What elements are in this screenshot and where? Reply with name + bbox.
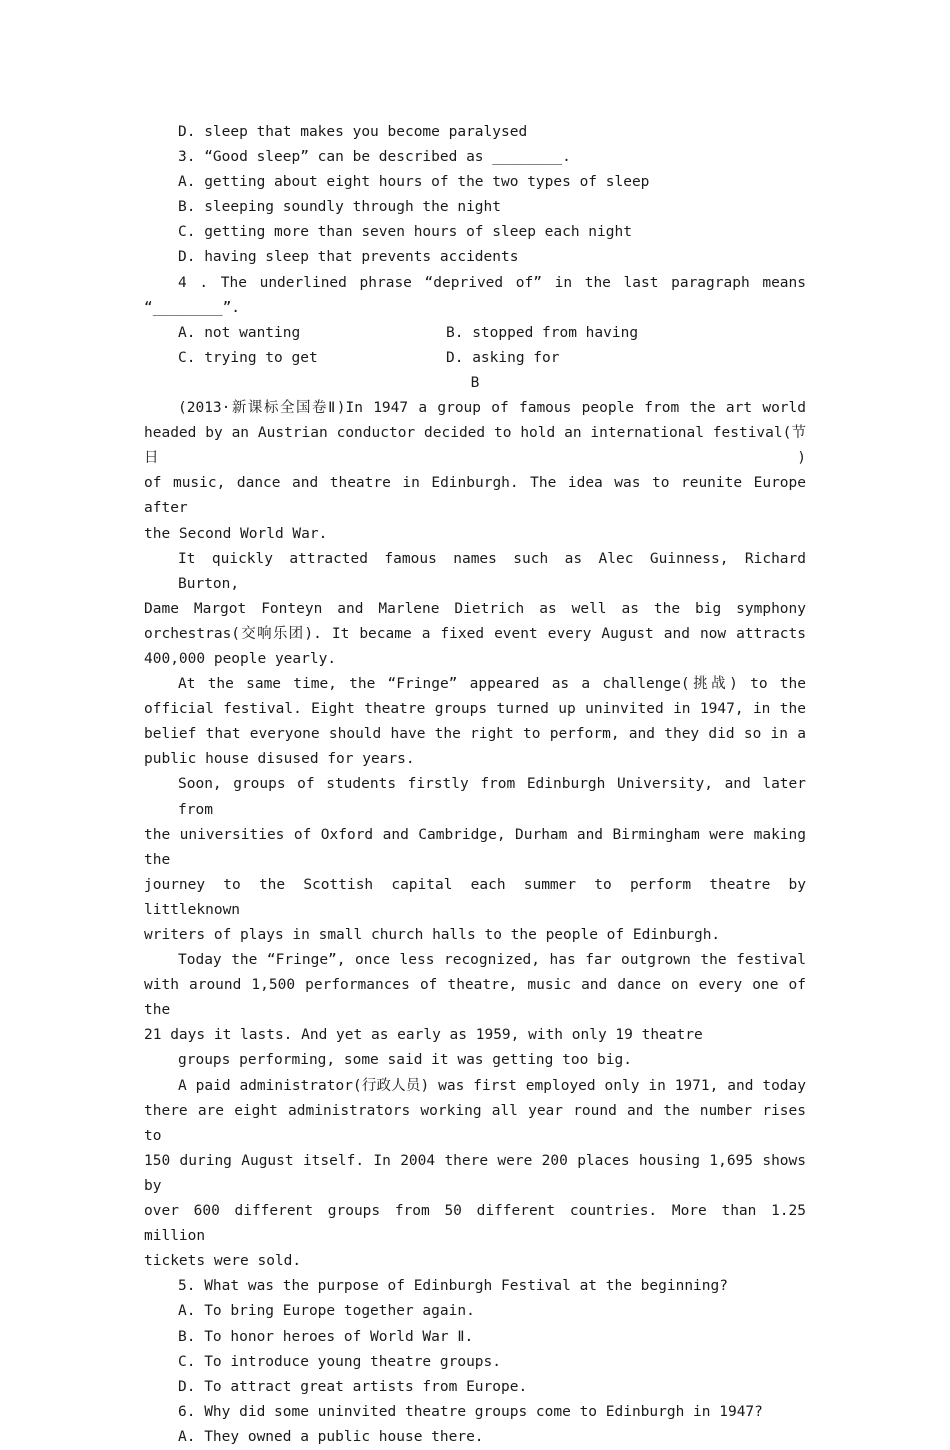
q5-option-c: C. To introduce young theatre groups. <box>178 1353 502 1370</box>
q5-option-a: A. To bring Europe together again. <box>178 1303 475 1320</box>
passage-line: 400,000 people yearly. <box>144 650 337 667</box>
q3-option-c: C. getting more than seven hours of sleep each night <box>178 224 632 241</box>
q4-option-a: A. not wanting <box>178 324 301 341</box>
q5-option-b: B. To honor heroes of World War Ⅱ. <box>178 1328 474 1345</box>
q5-stem: 5. What was the purpose of Edinburgh Festival at the beginning? <box>178 1278 728 1295</box>
passage-line: belief that everyone should have the right to perform, and they did so in a <box>144 726 806 743</box>
passage-line: (2013·新课标全国卷Ⅱ)In 1947 a group of famous people from the art world <box>178 400 806 417</box>
q3-option-b: B. sleeping soundly through the night <box>178 199 502 216</box>
q6-stem: 6. Why did some uninvited theatre groups come to Edinburgh in 1947? <box>178 1403 763 1420</box>
q4-option-b: B. stopped from having <box>446 324 639 341</box>
q4-stem-line1: 4 . The underlined phrase “deprived of” in the last paragraph means <box>178 274 806 291</box>
passage-line: over 600 different groups from 50 different countries. More than 1.25 million <box>144 1203 806 1245</box>
passage-line: the universities of Oxford and Cambridge, Durham and Birmingham were making the <box>144 826 806 868</box>
passage-line: with around 1,500 performances of theatre, music and dance on every one of the <box>144 977 806 1019</box>
passage-line: It quickly attracted famous names such as Alec Guinness, Richard Burton, <box>178 550 806 592</box>
q4-options-row2 <box>144 346 806 371</box>
passage-line: headed by an Austrian conductor decided to hold an international festival(节日) <box>144 425 806 467</box>
document-page <box>144 120 806 1450</box>
passage-line: 150 during August itself. In 2004 there were 200 places housing 1,695 shows by <box>144 1152 806 1194</box>
passage-line: Dame Margot Fonteyn and Marlene Dietrich as well as the big symphony <box>144 600 806 617</box>
passage-line: the Second World War. <box>144 525 328 542</box>
q6-option-a: A. They owned a public house there. <box>178 1428 484 1445</box>
q3-stem: 3. “Good sleep” can be described as ________. <box>178 149 571 166</box>
passage-line: A paid administrator(行政人员) was first employed only in 1971, and today <box>178 1077 806 1094</box>
q4-option-c: C. trying to get <box>178 349 318 366</box>
q3-option-a: A. getting about eight hours of the two types of sleep <box>178 174 650 191</box>
q4-stem-line2: “________”. <box>144 299 241 316</box>
passage-line: journey to the Scottish capital each summer to perform theatre by littleknown <box>144 876 806 918</box>
q5-option-d: D. To attract great artists from Europe. <box>178 1378 528 1395</box>
q3-option-d: D. having sleep that prevents accidents <box>178 249 519 266</box>
q2-option-d: D. sleep that makes you become paralysed <box>178 124 528 140</box>
passage-line: groups performing, some said it was getting too big. <box>178 1052 632 1069</box>
passage-line: orchestras(交响乐团). It became a fixed event every August and now attracts <box>144 625 806 642</box>
passage-line: writers of plays in small church halls to the people of Edinburgh. <box>144 927 721 943</box>
passage-line: official festival. Eight theatre groups turned up uninvited in 1947, in the <box>144 701 806 718</box>
passage-line: public house disused for years. <box>144 751 415 768</box>
passage-line: of music, dance and theatre in Edinburgh. The idea was to reunite Europe after <box>144 475 806 517</box>
passage-line: At the same time, the “Fringe” appeared as a challenge(挑战) to the <box>178 676 806 693</box>
passage-line: Soon, groups of students firstly from Edinburgh University, and later from <box>178 776 806 818</box>
q4-options-row1 <box>144 321 806 346</box>
q4-option-d: D. asking for <box>446 349 560 366</box>
passage-line: there are eight administrators working all year round and the number rises to <box>144 1102 806 1144</box>
section-title: B <box>470 374 480 391</box>
passage-line: 21 days it lasts. And yet as early as 1959, with only 19 theatre <box>144 1027 703 1044</box>
passage-line: Today the “Fringe”, once less recognized, has far outgrown the festival <box>178 952 806 969</box>
passage-line: tickets were sold. <box>144 1253 302 1270</box>
